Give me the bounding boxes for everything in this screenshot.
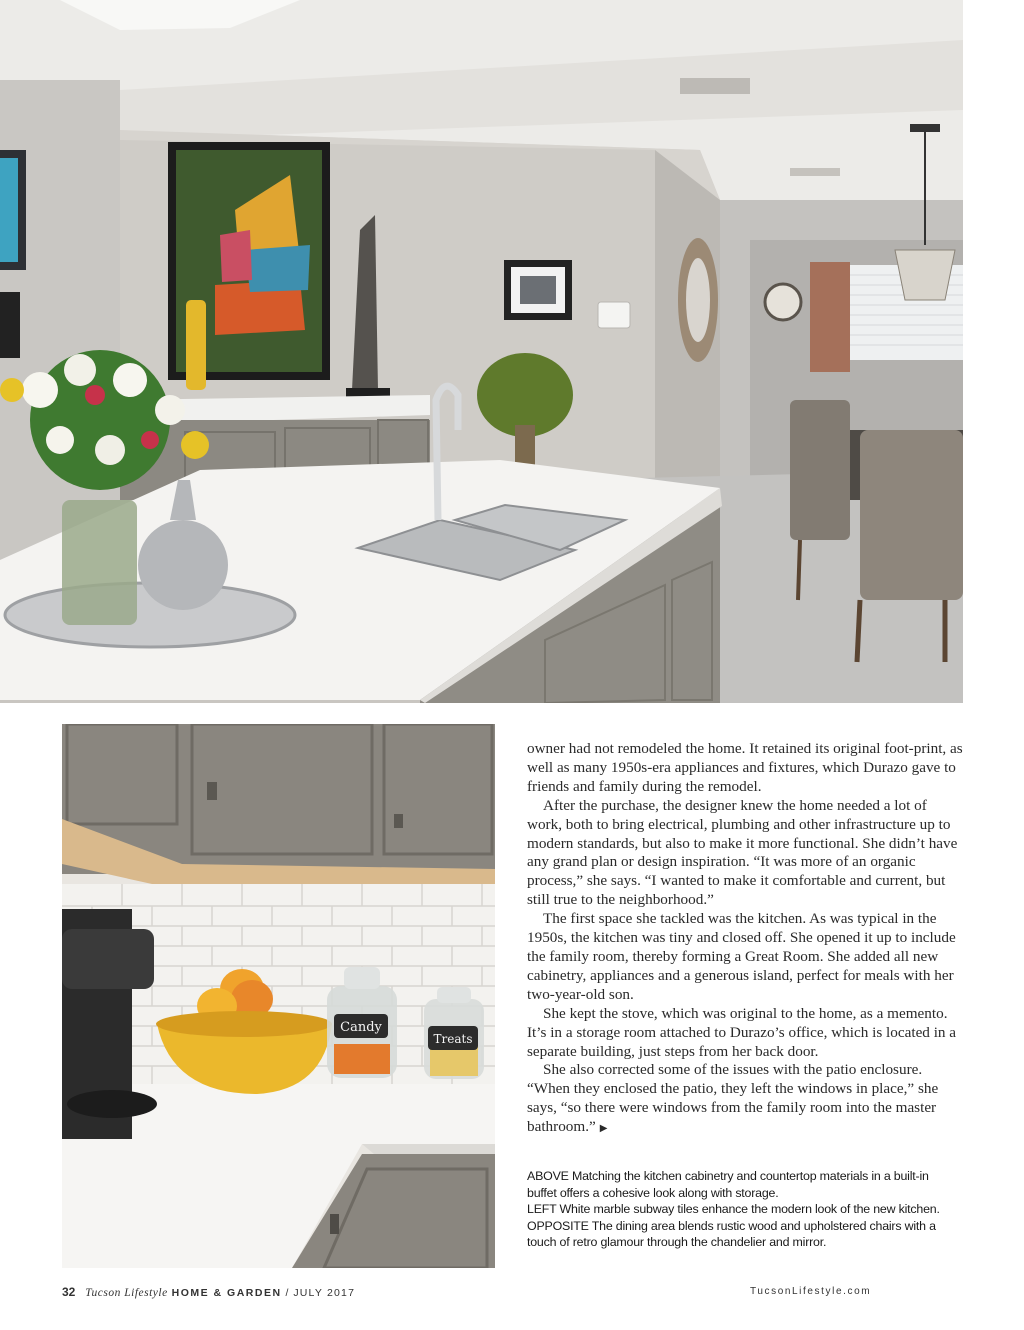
caption-label: OPPOSITE — [527, 1218, 589, 1233]
caption-opposite — [527, 1218, 957, 1251]
article-paragraph-last — [527, 1061, 963, 1139]
page-number: 32 — [62, 1285, 76, 1299]
footer-separator: / — [285, 1287, 290, 1299]
kitchen-dining-photo — [0, 0, 963, 703]
caption-left — [527, 1201, 957, 1218]
kitchen-dining-illustration — [0, 0, 963, 703]
website-link[interactable]: TucsonLifestyle.com — [750, 1286, 872, 1297]
treats-jar-label: Treats — [433, 1032, 473, 1046]
kitchen-backsplash-photo — [62, 724, 495, 1268]
caption-text: Matching the kitchen cabinetry and countertop materials in a built-in buffet offers a cohesive look along with storage. — [527, 1169, 929, 1200]
issue-date: JULY 2017 — [293, 1287, 356, 1299]
continue-arrow-icon: ▶ — [599, 1123, 608, 1135]
magazine-section: HOME & GARDEN — [171, 1287, 282, 1299]
caption-above — [527, 1168, 957, 1201]
article-body — [527, 740, 963, 1139]
caption-text: White marble subway tiles enhance the modern look of the new kitchen. — [559, 1202, 940, 1216]
article-paragraph: The first space she tackled was the kitchen. As was typical in the 1950s, the kitchen was tiny and closed off. She opened it up to include the family room, thereby forming a Great Room. She added all new cabinetry, appliances and a generous island, perfect for meals with her two-year-old son. — [527, 910, 956, 1003]
magazine-name: Tucson Lifestyle — [85, 1287, 168, 1299]
page-footer — [62, 1285, 355, 1299]
article-paragraph: After the purchase, the designer knew the home needed a lot of work, both to bring electrical, plumbing and other infrastructure up to modern standards, but also to make it more functional. She didn’t have any grand plan or design inspiration. “It was more of an organic process,” she says. “I wanted to make it comfortable and current, but still true to the neighborhood.” — [527, 796, 958, 909]
caption-text: The dining area blends rustic wood and upholstered chairs with a touch of retro glamour through the chandelier and mirror. — [527, 1218, 936, 1249]
backsplash-illustration — [62, 724, 495, 1268]
candy-jar-label: Candy — [340, 1020, 382, 1035]
caption-label: ABOVE — [527, 1169, 569, 1183]
article-paragraph: owner had not remodeled the home. It retained its original foot-print, as well as many 1950s-era appliances and fixtures, which Durazo gave to friends and family during the remodel. — [527, 740, 963, 795]
article-paragraph-text: She also corrected some of the issues with the patio enclosure. “When they enclosed the patio, they left the windows in place,” she says, “so there were windows from the family room into the master bathroom.” — [527, 1061, 939, 1136]
photo-captions — [527, 1168, 957, 1251]
caption-label: LEFT — [527, 1202, 557, 1216]
article-paragraph: She kept the stove, which was original to the home, as a memento. It’s in a storage room attached to Durazo’s office, which is located in a separate building, just steps from her back door. — [527, 1004, 957, 1060]
